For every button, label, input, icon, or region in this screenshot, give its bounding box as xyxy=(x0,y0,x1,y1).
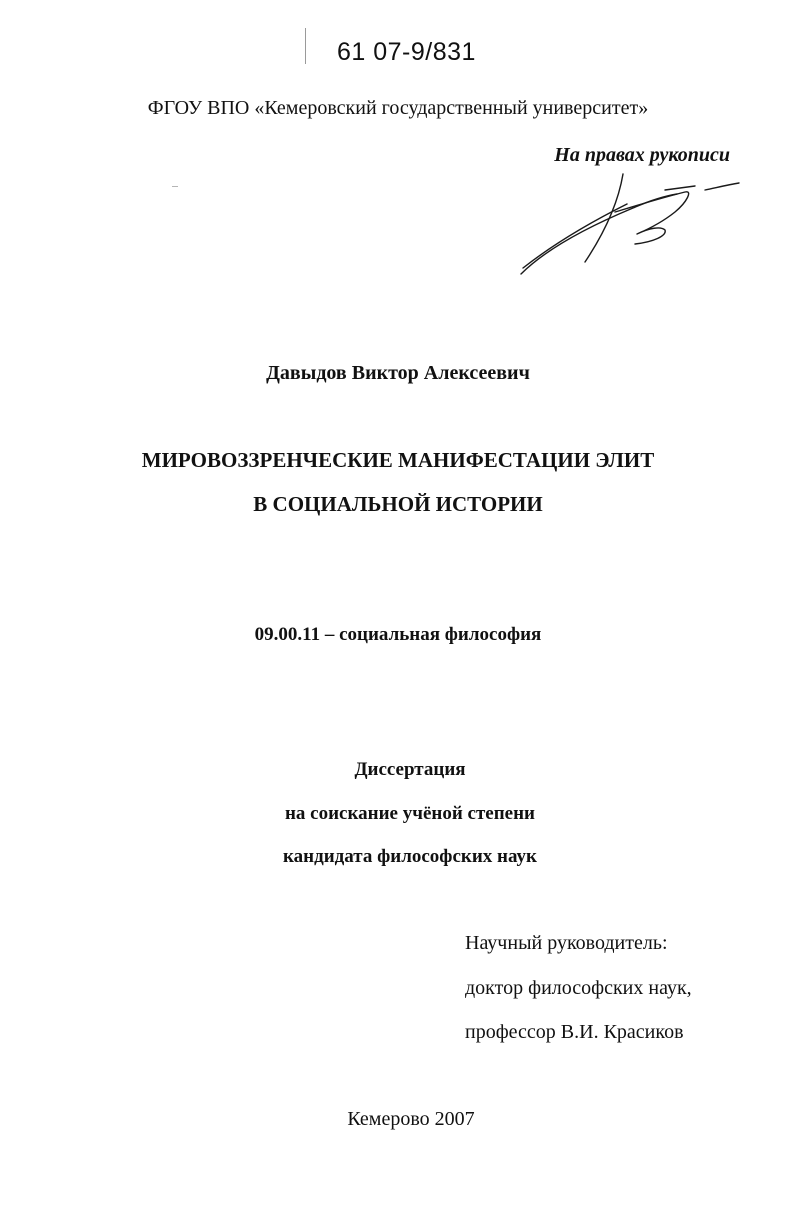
degree-field: кандидата философских наук xyxy=(283,846,537,867)
supervisor-degree: доктор философских наук, xyxy=(465,977,692,999)
degree-type: Диссертация xyxy=(354,759,466,780)
university-name: ФГОУ ВПО «Кемеровский государственный университет» xyxy=(147,97,649,119)
degree-purpose: на соискание учёной степени xyxy=(284,803,535,824)
dissertation-title-line-1: МИРОВОЗЗРЕНЧЕСКИЕ МАНИФЕСТАЦИИ ЭЛИТ xyxy=(141,448,655,472)
city-year: Кемерово 2007 xyxy=(347,1108,475,1130)
manuscript-rights-note: На правах рукописи xyxy=(554,144,730,166)
specialty-code: 09.00.11 – социальная философия xyxy=(254,624,542,645)
handwritten-signature xyxy=(515,168,745,283)
supervisor-name: профессор В.И. Красиков xyxy=(465,1021,684,1043)
archive-stamp-number: 61 07-9/831 xyxy=(337,38,476,66)
author-name: Давыдов Виктор Алексеевич xyxy=(266,362,530,384)
supervisor-heading: Научный руководитель: xyxy=(465,932,668,954)
dissertation-title-line-2: В СОЦИАЛЬНОЙ ИСТОРИИ xyxy=(253,492,543,516)
scan-artifact-dot xyxy=(172,186,178,187)
scan-artifact-mark xyxy=(305,28,306,64)
